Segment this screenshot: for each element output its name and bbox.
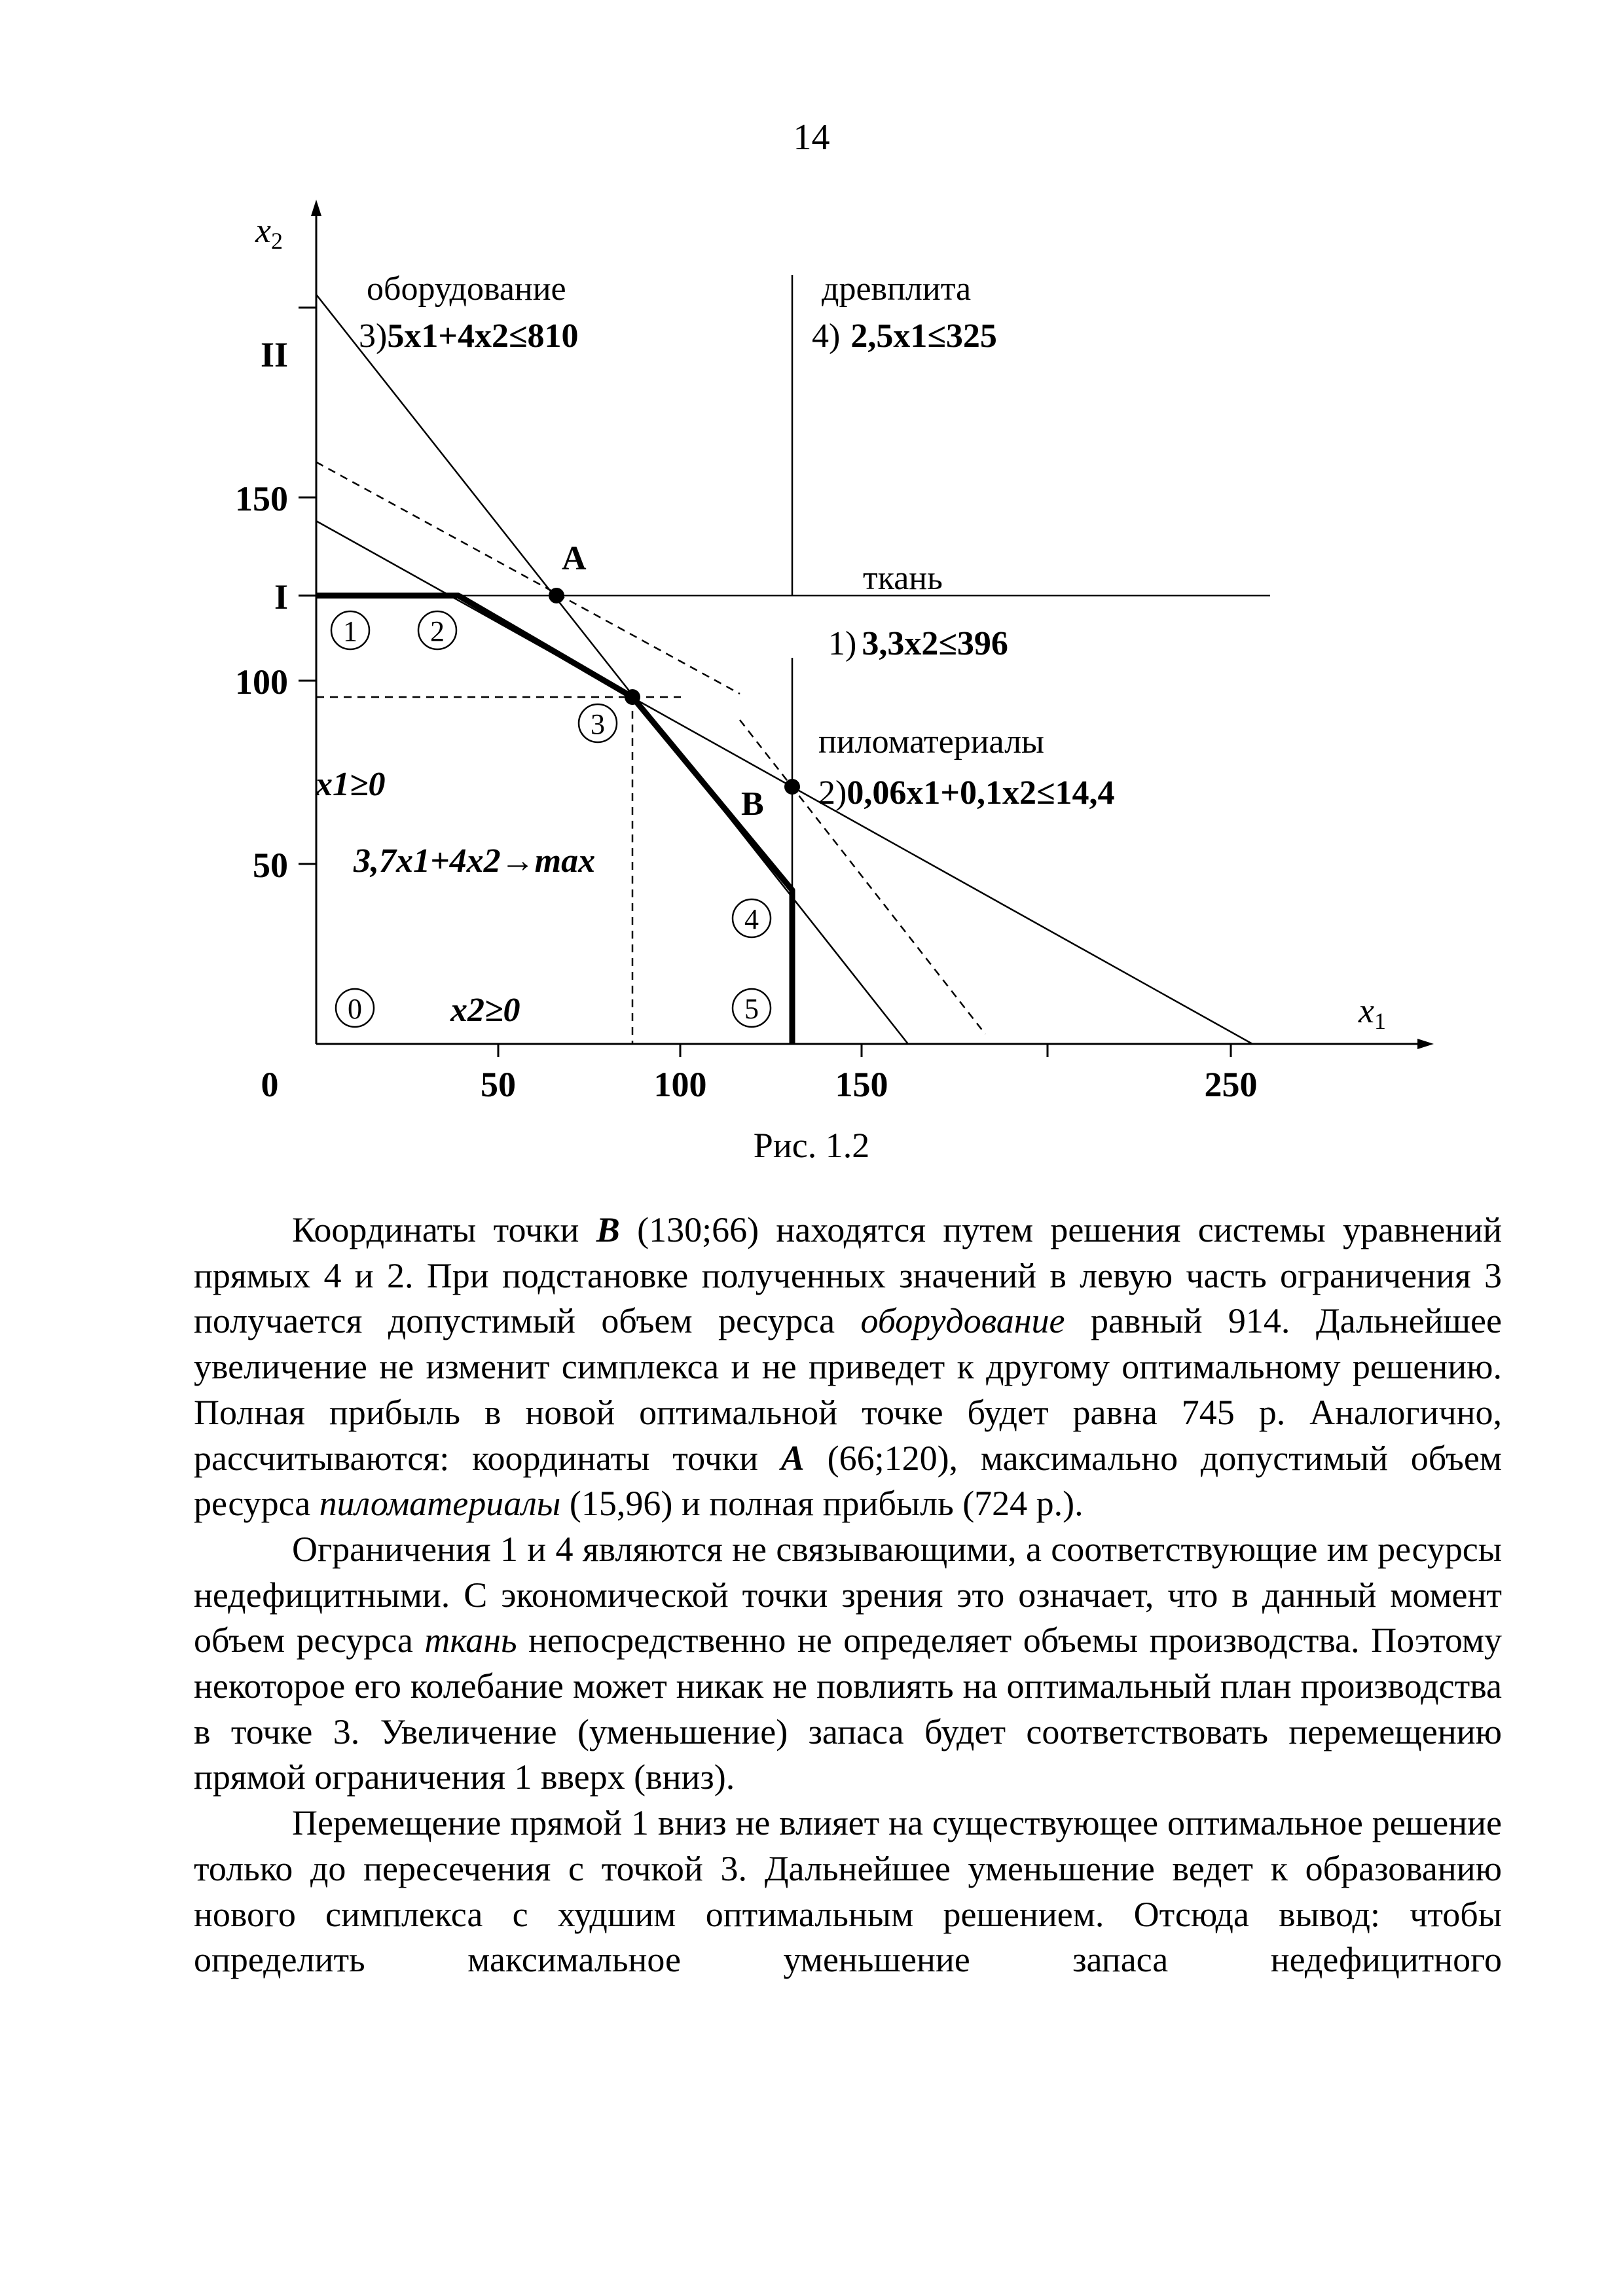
circled-3 (579, 704, 617, 742)
point-A-label: А (562, 540, 587, 577)
x-tick-label-100: 100 (653, 1065, 707, 1104)
x1-axis-label: x1 (1359, 991, 1386, 1034)
x2-axis-label: x2 (255, 211, 283, 254)
circled-0 (336, 989, 374, 1027)
y-axis-arrow (311, 200, 321, 216)
x2-nonneg-label: x2≥0 (450, 992, 520, 1029)
x-axis-arrow (1417, 1039, 1434, 1049)
point-B-label: В (741, 785, 764, 823)
body-text (194, 1208, 1502, 1983)
circled-5 (733, 989, 771, 1027)
x1-nonneg-label: x1≥0 (316, 766, 386, 803)
svg-text:0: 0 (348, 993, 362, 1025)
point-B (784, 779, 800, 795)
line-equipment (316, 295, 908, 1044)
chipboard-title: древплита (822, 270, 972, 308)
y-tick-label-100: 100 (235, 662, 288, 702)
equipment-inequality: 3)5x1+4x2≤810 (359, 317, 579, 355)
point-3 (625, 689, 640, 705)
chipboard-inequality: 4) 2,5x1≤325 (812, 317, 997, 355)
y-mark-I: I (274, 577, 288, 617)
circled-1 (331, 611, 369, 649)
x-tick-label-150: 150 (835, 1065, 888, 1104)
y-tick-label-50: 50 (253, 846, 288, 885)
paragraph-1: Координаты точки В (130;66) находятся путем решения системы уравнений прямых 4 и 2. При подстановке полученных значений в левую часть ограничения 3 получается допустимый объем ресурса оборудование равный 914. Дальнейшее увеличение не изменит симплекса и не приведет к другому оптимальному решению. Полная прибыль в новой оптимальной точке будет равна 745 р. Аналогично, рассчитываются: координаты точки А (66;120), максимально допустимый объем ресурса пиломатериалы (15,96) и полная прибыль (724 р.). (194, 1210, 1502, 1524)
paragraph-3: Перемещение прямой 1 вниз не влияет на существующее оптимальное решение только до пересечения с точкой 3. Дальнейшее уменьшение ведет к образованию нового симплекса с худшим оптимальным решением. Отсюда вывод: чтобы определить максимальное уменьшение запаса недефицитного (194, 1803, 1502, 1980)
feasible-boundary (316, 596, 792, 1044)
x-tick-label-50: 50 (481, 1065, 516, 1104)
y-mark-II: II (260, 335, 288, 374)
svg-text:3: 3 (591, 708, 605, 740)
circled-2 (418, 611, 456, 649)
equipment-title: оборудование (367, 270, 566, 308)
circled-4 (733, 899, 771, 937)
paragraph-2: Ограничения 1 и 4 являются не связывающими, а соответствующие им ресурсы недефицитными. С экономической точки зрения это означает, что в данный момент объем ресурса ткань непосредственно не определяет объемы производства. Поэтому некоторое его колебание может никак не повлиять на оптимальный план производства в точке 3. Увеличение (уменьшение) запаса будет соответствовать перемещению прямой ограничения 1 вверх (вниз). (194, 1529, 1502, 1797)
x-tick-label-250: 250 (1204, 1065, 1258, 1104)
point-A (549, 588, 564, 603)
fabric-inequality: 1) 3,3x2≤396 (828, 625, 1008, 662)
svg-text:2: 2 (430, 615, 445, 647)
lumber-inequality: 2)0,06x1+0,1x2≤14,4 (818, 774, 1115, 812)
page-number: 14 (793, 117, 830, 158)
lumber-title: пиломатериалы (818, 723, 1044, 761)
objective-line-dashed (316, 462, 740, 694)
y-tick-label-150: 150 (235, 479, 288, 518)
svg-text:4: 4 (744, 903, 759, 935)
figure-caption: Рис. 1.2 (753, 1126, 870, 1165)
fabric-title: ткань (863, 560, 943, 597)
objective-label: 3,7x1+4x2→max (354, 842, 596, 880)
x-tick-label-0: 0 (261, 1065, 279, 1104)
svg-text:5: 5 (744, 993, 759, 1025)
svg-text:1: 1 (343, 615, 357, 647)
